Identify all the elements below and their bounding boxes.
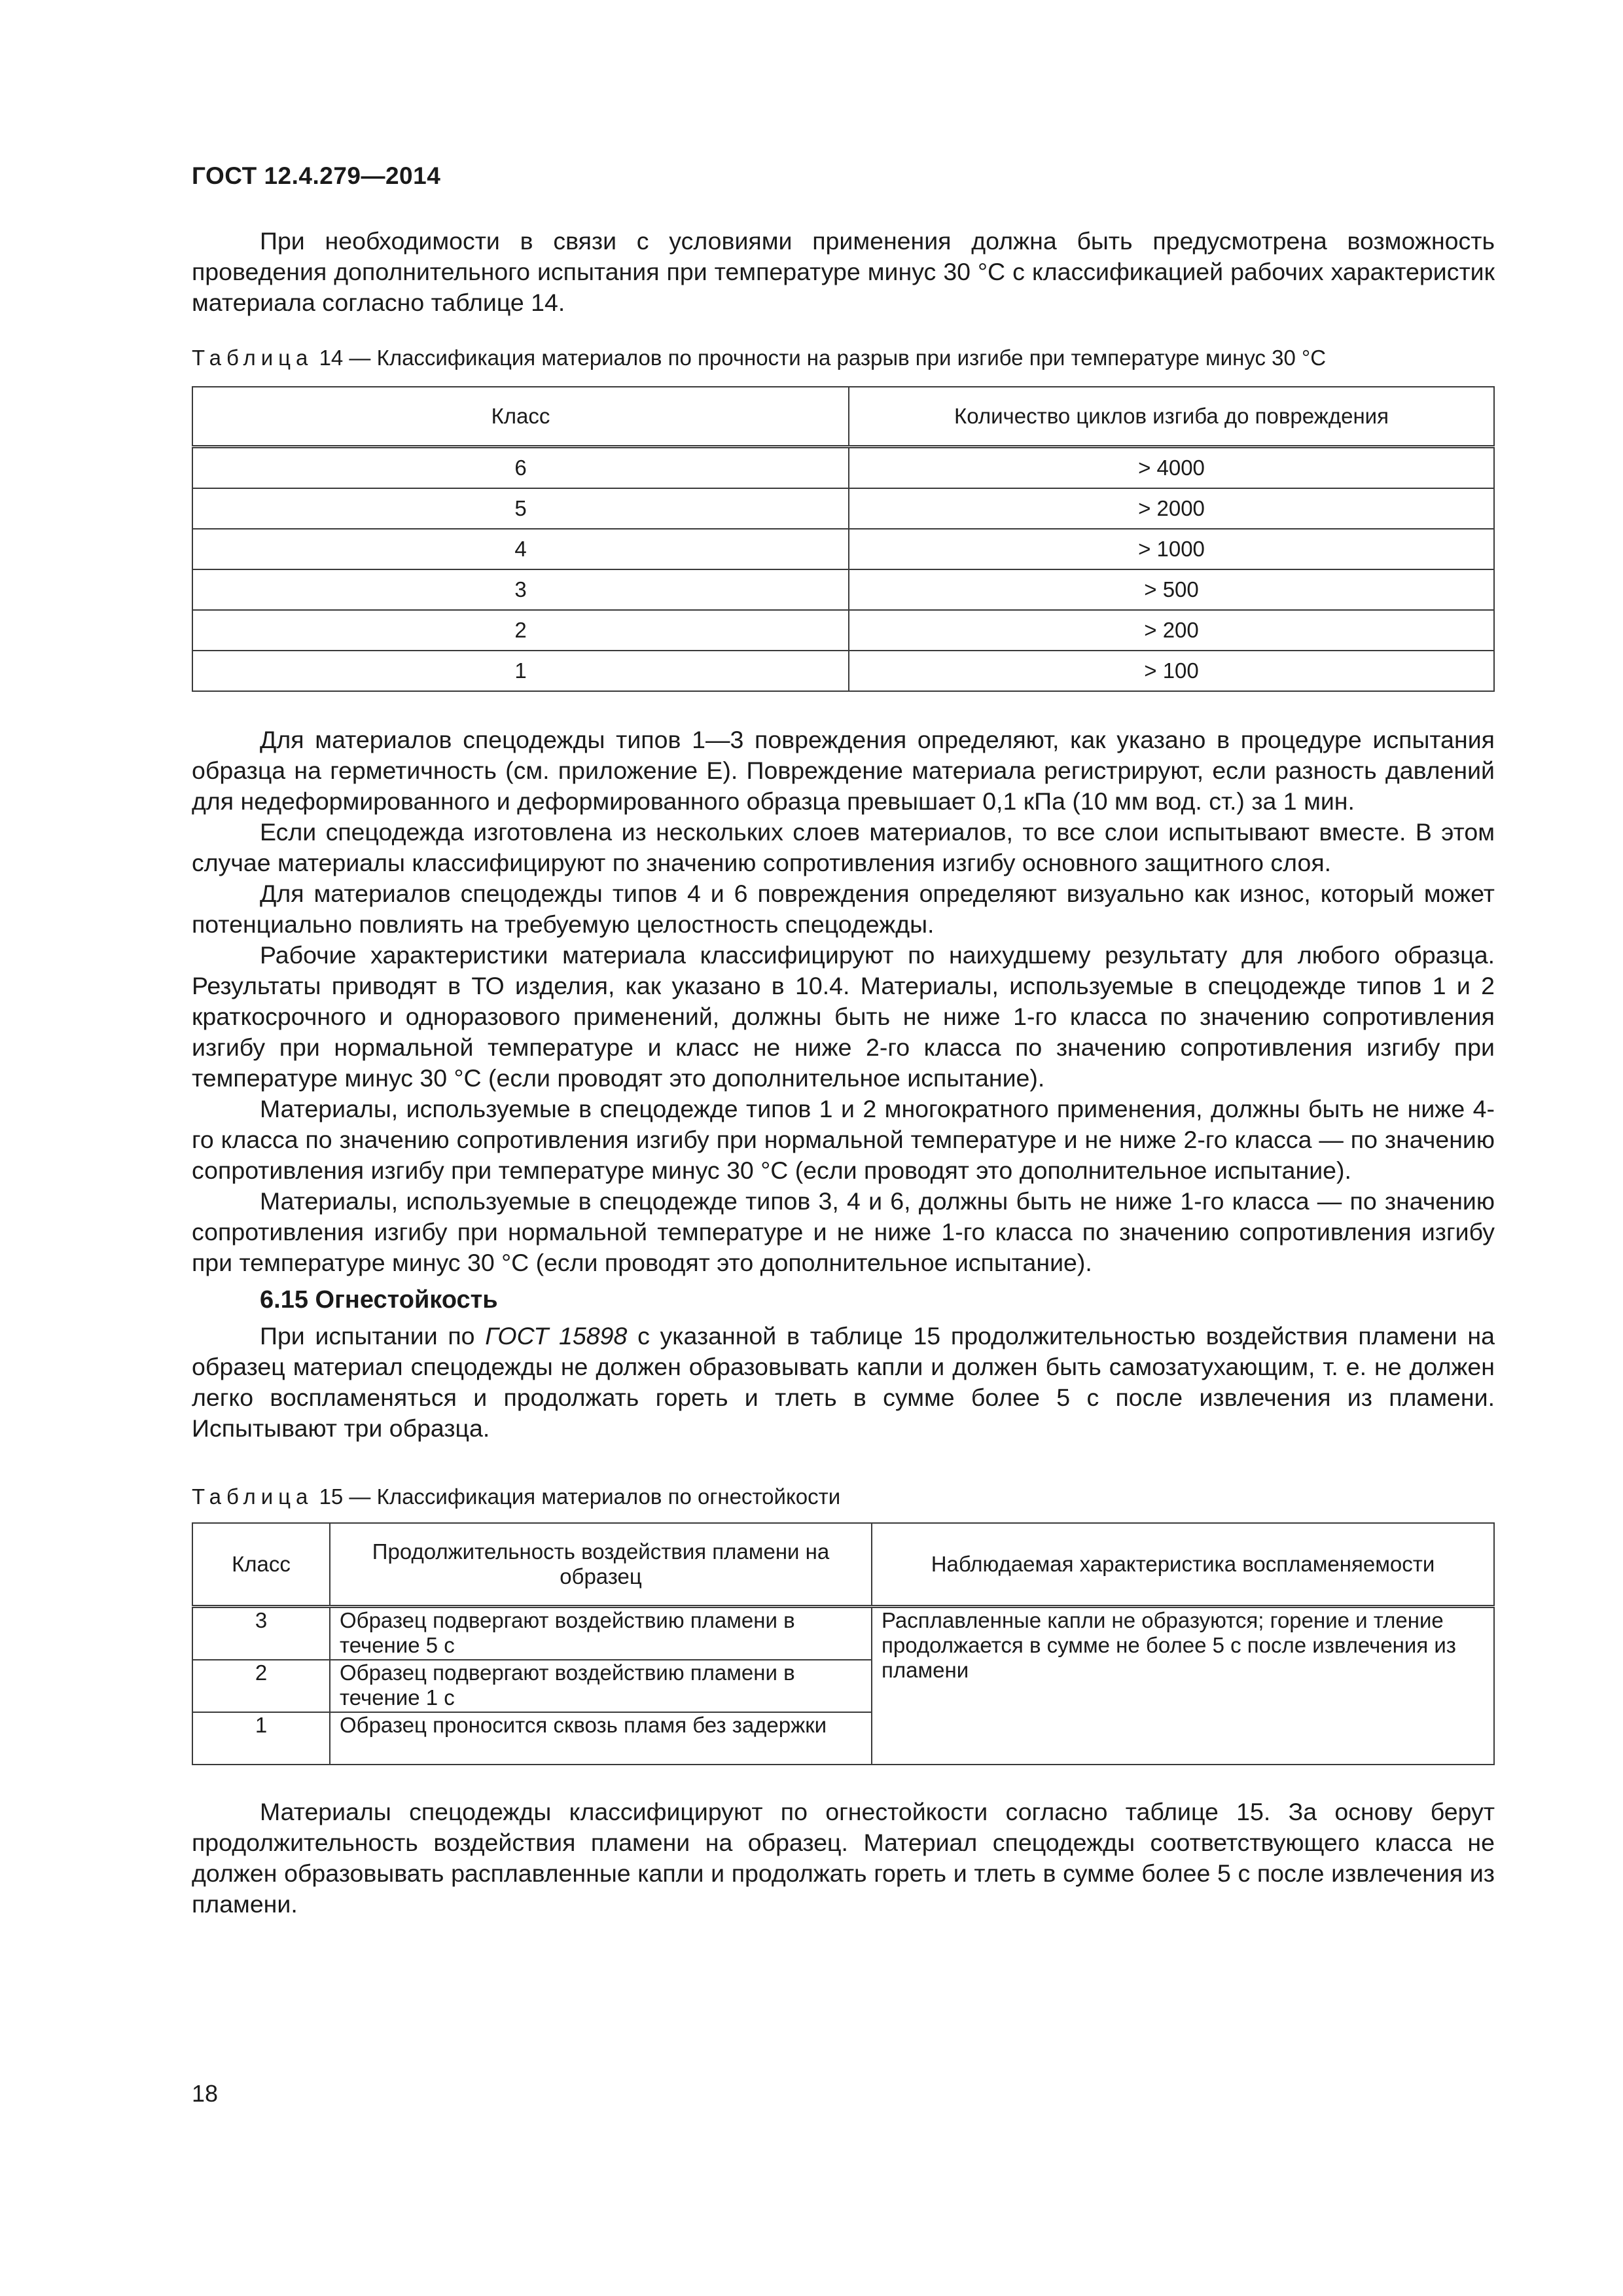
paragraph: Если спецодежда изготовлена из нескольких слоев материалов, то все слои испытывают вместе. В этом случае материалы классифицируют по значению сопротивления изгибу основного защитного слоя. [192,818,1495,876]
table-14-header-class: Класс [192,387,849,447]
table-14-cell-class: 5 [192,488,849,529]
table-row [192,447,1494,489]
table-15-caption-text: 15 — Классификация материалов по огнестойкости [319,1484,841,1509]
table-15-cell-duration: Образец проносится сквозь пламя без задержки [330,1712,872,1765]
standard-reference: ГОСТ 15898 [485,1322,628,1350]
section-heading: 6.15 Огнестойкость [260,1286,498,1314]
table-14-cell-class: 3 [192,569,849,610]
table-row [192,529,1494,569]
table-15-header-observation: Наблюдаемая характеристика воспламеняемости [872,1523,1494,1607]
table-row [192,488,1494,529]
section-paragraph-end: с указанной в таблице 15 продолжительностью воздействия пламени на образец материал спецодежды не должен образовывать капли и должен быть самозатухающим, т. е. не должен легко воспламеняться и продолжать гореть и тлеть в сумме более 5 с после извлечения из пламени. Испытывают три образца. [192,1322,1495,1442]
table-row [192,1607,1494,1660]
table-14-caption-text: 14 — Классификация материалов по прочности на разрыв при изгибе при температуре минус 30 °С [319,346,1327,370]
table-14-cell-cycles: > 4000 [849,447,1494,489]
paragraph: Для материалов спецодежды типов 1—3 повреждения определяют, как указано в процедуре испытания образца на герметичность (см. приложение Е). Повреждение материала регистрируют, если разность давлений для недеформированного и деформированного образца превышает 0,1 кПа (10 мм вод. ст.) за 1 мин. [192,726,1495,815]
paragraph: Рабочие характеристики материала классифицируют по наихудшему результату для любого образца. Результаты приводят в ТО изделия, как указано в 10.4. Материалы, используемые в спецодежде типов 1 и 2 краткосрочного и одноразового применений, должны быть не ниже 1-го класса по значению сопротивления изгибу при нормальной температуре и класс не ниже 2-го класса по значению сопротивления изгибу при температуре минус 30 °С (если проводят это дополнительное испытание). [192,941,1495,1092]
page-number: 18 [192,2080,219,2107]
table-14-caption-label: Таблица [192,346,313,370]
document-header: ГОСТ 12.4.279—2014 [192,162,441,189]
table-15-caption-label: Таблица [192,1484,313,1509]
table-15-cell-class: 1 [192,1712,330,1765]
table-15-cell-class: 2 [192,1660,330,1712]
table-14-cell-cycles: > 500 [849,569,1494,610]
table-15-caption [192,1483,1495,1511]
table-15-cell-observation: Расплавленные капли не образуются; горение и тление продолжается в сумме не более 5 с после извлечения из пламени [872,1607,1494,1765]
section-paragraph-start: При испытании по [260,1322,486,1350]
table-14-cell-class: 4 [192,529,849,569]
table-15 [192,1522,1495,1765]
paragraph: Материалы, используемые в спецодежде типов 1 и 2 многократного применения, должны быть не ниже 4-го класса по значению сопротивления изгибу при нормальной температуре и не ниже 2-го класса — по значению сопротивления изгибу при температуре минус 30 °С (если проводят это дополнительное испытание). [192,1095,1495,1184]
table-14-cell-cycles: > 1000 [849,529,1494,569]
section-paragraph [192,1321,1495,1444]
table-14-cell-cycles: > 200 [849,610,1494,651]
table-15-header-duration: Продолжительность воздействия пламени на образец [330,1523,872,1607]
page-content [192,226,1495,1920]
table-15-cell-class: 3 [192,1607,330,1660]
paragraph: Материалы, используемые в спецодежде типов 3, 4 и 6, должны быть не ниже 1-го класса — по значению сопротивления изгибу при нормальной температуре и не ниже 1-го класса по значению сопротивления изгибу при температуре минус 30 °С (если проводят это дополнительное испытание). [192,1187,1495,1276]
intro-paragraph: При необходимости в связи с условиями применения должна быть предусмотрена возможность проведения дополнительного испытания при температуре минус 30 °С с классификацией рабочих характеристик материала согласно таблице 14. [192,227,1495,316]
table-14-cell-class: 6 [192,447,849,489]
table-14-cell-cycles: > 2000 [849,488,1494,529]
table-row [192,569,1494,610]
paragraph: Для материалов спецодежды типов 4 и 6 повреждения определяют визуально как износ, который может потенциально повлиять на требуемую целостность спецодежды. [192,880,1495,938]
table-15-cell-duration: Образец подвергают воздействию пламени в течение 5 с [330,1607,872,1660]
table-15-header-class: Класс [192,1523,330,1607]
table-14-caption [192,344,1495,372]
table-row [192,610,1494,651]
table-14-cell-cycles: > 100 [849,651,1494,691]
closing-paragraph: Материалы спецодежды классифицируют по огнестойкости согласно таблице 15. За основу берут продолжительность воздействия пламени на образец. Материал спецодежды соответствующего класса не должен образовывать расплавленные капли и продолжать гореть и тлеть в сумме более 5 с после извлечения из пламени. [192,1798,1495,1918]
table-15-cell-duration: Образец подвергают воздействию пламени в течение 1 с [330,1660,872,1712]
table-row [192,651,1494,691]
table-14 [192,386,1495,692]
table-14-header-cycles: Количество циклов изгиба до повреждения [849,387,1494,447]
body-paragraphs [192,725,1495,1278]
table-14-cell-class: 1 [192,651,849,691]
table-14-cell-class: 2 [192,610,849,651]
